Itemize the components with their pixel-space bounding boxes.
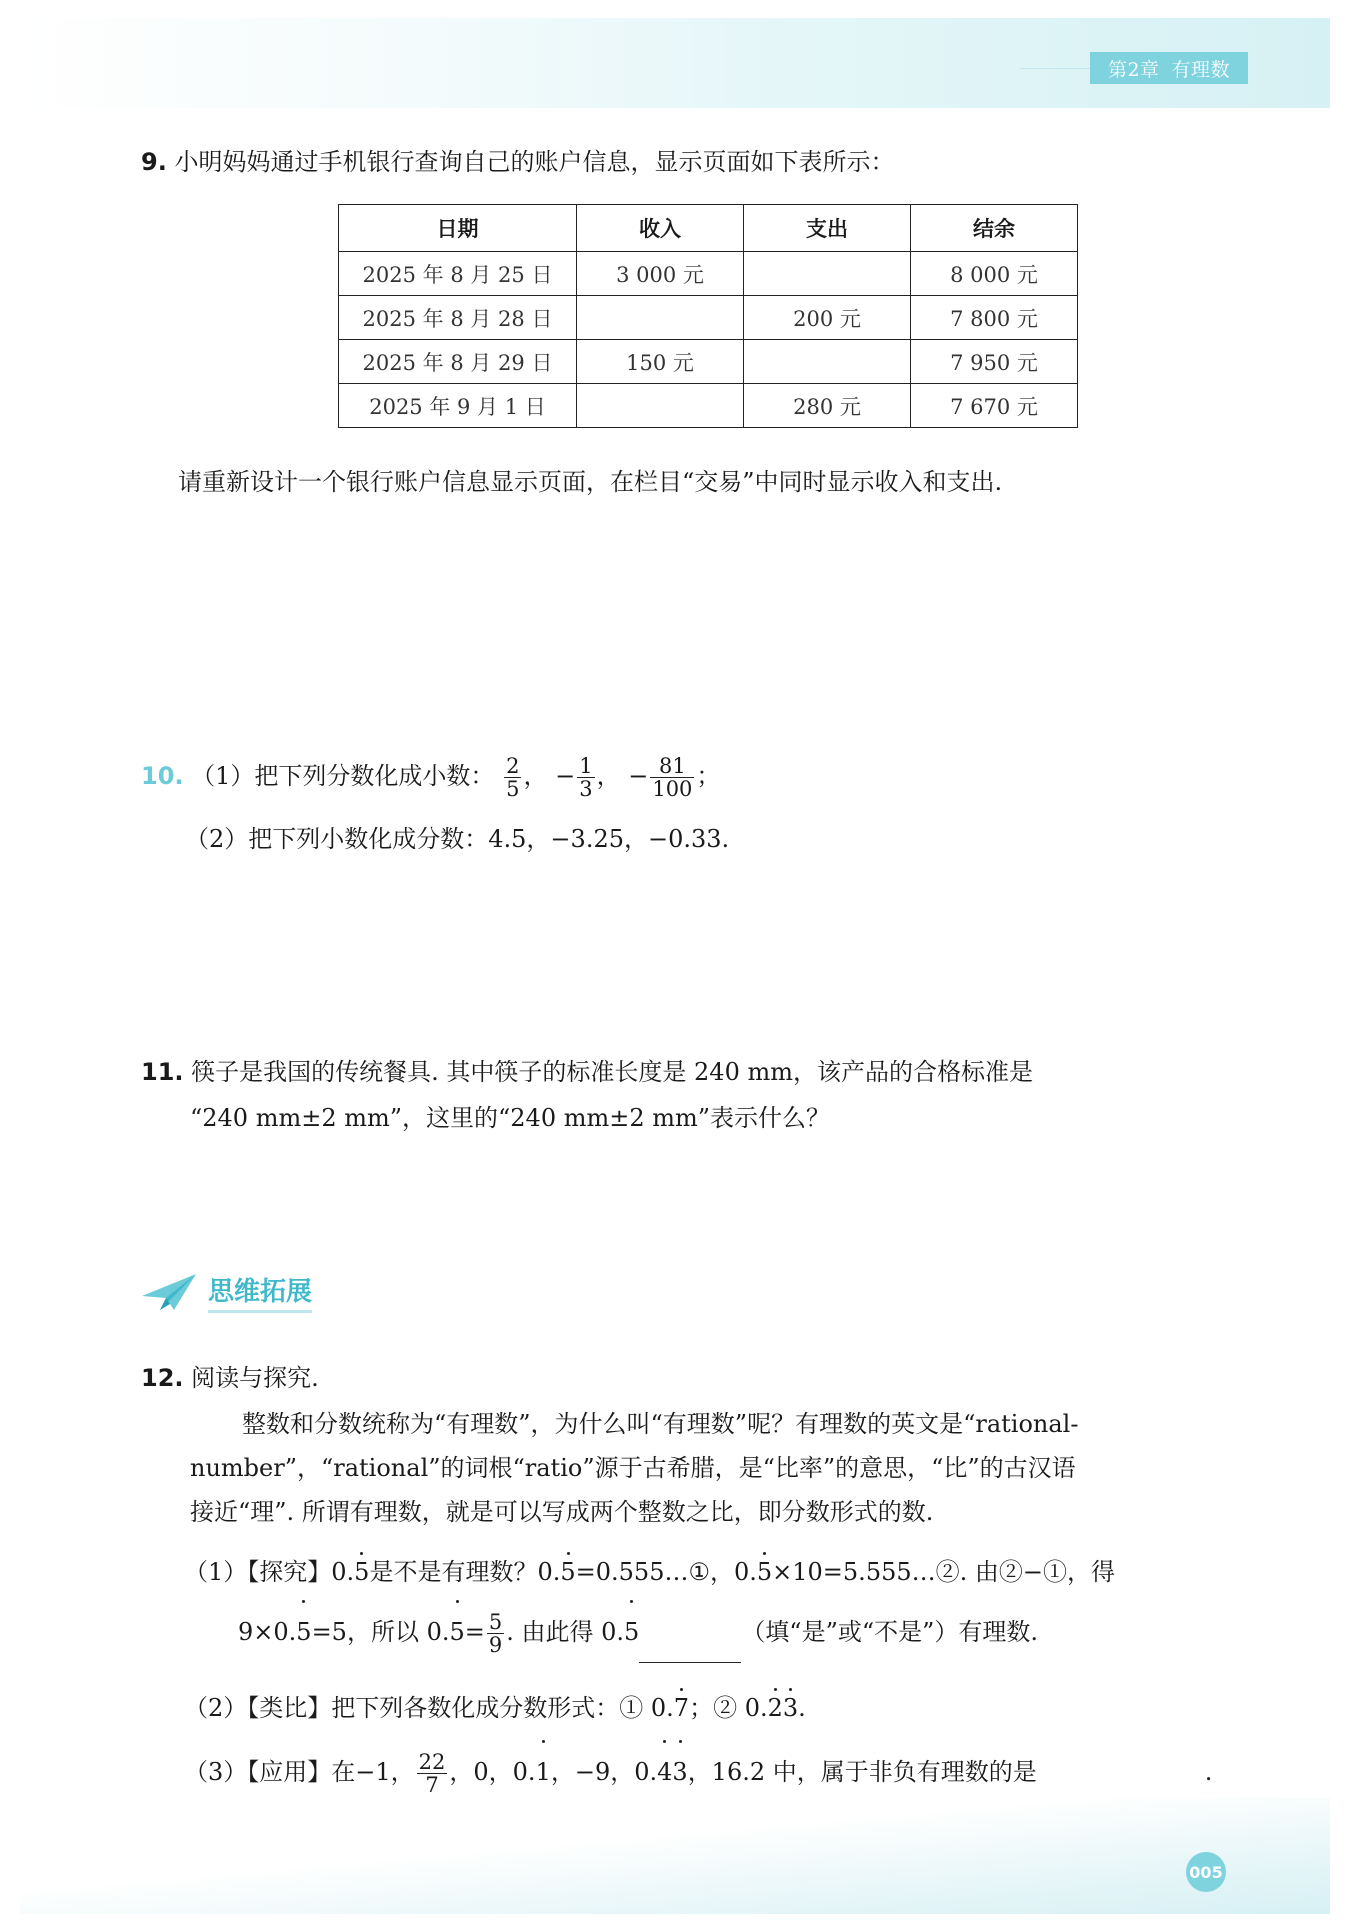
- separator: ，: [523, 762, 548, 790]
- fraction: $\frac{2}{5}$: [506, 753, 520, 801]
- cell-income: 3 000 元: [577, 252, 744, 296]
- q12-part3: （3）【应用】在−1， $\frac{22}{7}$ ，0，0.1，−9，0.43，16.2 中，属于非负有理数的是 .: [184, 1742, 1212, 1803]
- question-11-line2: “240 mm±2 mm”，这里的“240 mm±2 mm”表示什么？: [190, 1104, 831, 1132]
- question-text: 筷子是我国的传统餐具. 其中筷子的标准长度是 240 mm，该产品的合格标准是: [191, 1058, 1033, 1086]
- repeating-digit: 5: [757, 1554, 772, 1590]
- repeating-digit: 7: [674, 1690, 689, 1726]
- question-11-line1: [141, 1054, 1033, 1090]
- header-expense: 支出: [744, 205, 911, 252]
- table-row: [339, 340, 1078, 384]
- part1-label: （1）把下列分数化成小数：: [191, 762, 495, 790]
- question-text: 小明妈妈通过手机银行查询自己的账户信息，显示页面如下表所示：: [174, 148, 895, 176]
- repeating-digit: 4: [657, 1742, 672, 1802]
- repeating-digit: 5: [296, 1602, 311, 1662]
- fraction: $\frac{5}{9}$: [488, 1609, 503, 1657]
- question-9: [141, 144, 894, 180]
- repeating-digit: 5: [449, 1602, 464, 1662]
- table-row: [339, 384, 1078, 428]
- separator: ，: [596, 762, 621, 790]
- cell-income: [577, 296, 744, 340]
- chapter-tag: [1090, 52, 1248, 84]
- cell-balance: 7 950 元: [911, 340, 1078, 384]
- cell-date: 2025 年 8 月 29 日: [339, 340, 577, 384]
- answer-blank[interactable]: [639, 1602, 741, 1663]
- minus-sign: −: [555, 762, 576, 790]
- q12-paragraph-line2: number”，“rational”的词根“ratio”源于古希腊，是“比率”的意思，“比”的古汉语: [190, 1454, 1076, 1482]
- section-header: [140, 1270, 312, 1314]
- fraction: $\frac{1}{3}$: [579, 753, 593, 801]
- repeating-digit: 2: [768, 1690, 783, 1726]
- header-income: 收入: [577, 205, 744, 252]
- q12-part1-line2: 9×0.5=5，所以 0.5= $\frac{5}{9}$ . 由此得 0.5 （填“是”或“不是”）有理数.: [238, 1602, 1038, 1663]
- q12-paragraph-line1: 整数和分数统称为“有理数”，为什么叫“有理数”呢？有理数的英文是“rational-: [242, 1410, 1079, 1438]
- header-rule: [1020, 68, 1090, 69]
- table-row: [339, 252, 1078, 296]
- page-number: 005: [1186, 1852, 1226, 1892]
- cell-expense: 280 元: [744, 384, 911, 428]
- answer-blank[interactable]: [1037, 1742, 1205, 1803]
- question-number: 11.: [141, 1058, 184, 1086]
- fraction: $\frac{22}{7}$: [418, 1749, 446, 1797]
- question-12: [141, 1360, 319, 1396]
- repeating-digit: 3: [783, 1690, 798, 1726]
- q12-paragraph-line3: 接近“理”. 所谓有理数，就是可以写成两个整数之比，即分数形式的数.: [190, 1498, 934, 1526]
- repeating-digit: 5: [624, 1602, 639, 1662]
- question-10: [141, 746, 720, 806]
- q12-part2: （2）【类比】把下列各数化成分数形式：① 0.7；② 0.23.: [184, 1690, 806, 1726]
- question-number: 9.: [141, 148, 167, 176]
- q12-part1-line1: （1）【探究】0.5是不是有理数？0.5=0.555…①，0.5×10=5.555…②. 由②−①，得: [184, 1554, 1115, 1590]
- question-9-prompt: 请重新设计一个银行账户信息显示页面，在栏目“交易”中同时显示收入和支出.: [178, 468, 1003, 496]
- section-title: 思维拓展: [208, 1271, 312, 1313]
- separator: ；: [696, 762, 721, 790]
- fraction: $\frac{81}{100}$: [652, 753, 693, 801]
- repeating-digit: 3: [672, 1742, 687, 1802]
- chapter-number: 第2章: [1107, 58, 1160, 81]
- question-number: 10.: [141, 762, 184, 790]
- cell-income: [577, 384, 744, 428]
- repeating-digit: 1: [536, 1742, 551, 1802]
- repeating-digit: 5: [354, 1554, 369, 1590]
- header-balance: 结余: [911, 205, 1078, 252]
- cell-balance: 7 800 元: [911, 296, 1078, 340]
- footer-band: [20, 1798, 1330, 1914]
- cell-date: 2025 年 9 月 1 日: [339, 384, 577, 428]
- textbook-page: [20, 18, 1330, 1914]
- cell-expense: [744, 252, 911, 296]
- repeating-digit: 5: [560, 1554, 575, 1590]
- cell-income: 150 元: [577, 340, 744, 384]
- account-table: [338, 204, 1078, 428]
- cell-balance: 7 670 元: [911, 384, 1078, 428]
- header-date: 日期: [339, 205, 577, 252]
- table-header-row: [339, 205, 1078, 252]
- table-row: [339, 296, 1078, 340]
- cell-balance: 8 000 元: [911, 252, 1078, 296]
- question-number: 12.: [141, 1364, 184, 1392]
- cell-expense: 200 元: [744, 296, 911, 340]
- cell-expense: [744, 340, 911, 384]
- minus-sign: −: [628, 762, 649, 790]
- question-10-part2: （2）把下列小数化成分数：4.5，−3.25，−0.33.: [185, 825, 730, 853]
- chapter-title: 有理数: [1171, 58, 1231, 81]
- paper-plane-icon: [140, 1270, 198, 1314]
- question-title: 阅读与探究.: [191, 1364, 319, 1392]
- cell-date: 2025 年 8 月 25 日: [339, 252, 577, 296]
- cell-date: 2025 年 8 月 28 日: [339, 296, 577, 340]
